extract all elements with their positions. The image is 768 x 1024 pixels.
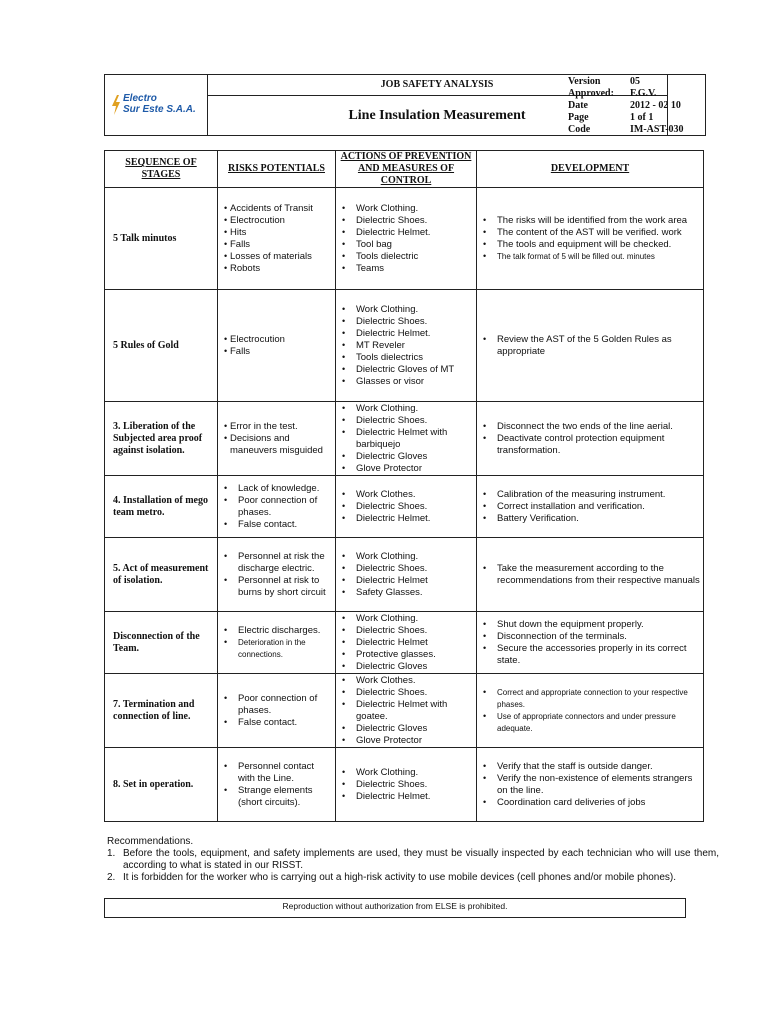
list-item: • Personnel at risk to burns by short circuit — [224, 575, 333, 599]
list-item: • Dielectric Helmet. — [342, 513, 474, 525]
table-row — [105, 612, 704, 674]
list-item: • Tool bag — [342, 239, 474, 251]
list-item: • Dielectric Helmet — [342, 637, 474, 649]
list-item: • Falls — [224, 239, 333, 251]
development-cell — [477, 748, 704, 822]
stage-cell: 5 Talk minutos — [105, 188, 218, 290]
development-cell — [477, 188, 704, 290]
meta-label: Page — [568, 112, 589, 123]
list-item: • Strange elements (short circuits). — [224, 785, 333, 809]
risks-cell — [218, 402, 336, 476]
list-item: • Shut down the equipment properly. — [483, 619, 701, 631]
list-item: • Dielectric Helmet. — [342, 328, 474, 340]
table-row — [105, 188, 704, 290]
development-cell — [477, 290, 704, 402]
meta-value: 1 of 1 — [630, 112, 654, 123]
list-item: • Poor connection of phases. — [224, 693, 333, 717]
company-name — [123, 93, 196, 115]
list-item: • Dielectric Gloves of MT — [342, 364, 474, 376]
col-header-actions: ACTIONS OF PREVENTION AND MEASURES OF CONTROL — [336, 151, 477, 188]
list-item: • False contact. — [224, 717, 333, 729]
list-item: • Work Clothing. — [342, 304, 474, 316]
list-item: • Correct and appropriate connection to your respective phases. — [483, 687, 701, 711]
list-item: • Deactivate control protection equipment transformation. — [483, 433, 701, 457]
development-cell — [477, 476, 704, 538]
list-item: • Dielectric Shoes. — [342, 779, 474, 791]
list-item: • Glove Protector — [342, 463, 474, 475]
list-item: • Coordination card deliveries of jobs — [483, 797, 701, 809]
list-item: • Work Clothing. — [342, 613, 474, 625]
list-item: • Verify that the staff is outside danger. — [483, 761, 701, 773]
logo-mark-icon — [111, 95, 121, 115]
actions-cell — [336, 290, 477, 402]
table-row — [105, 402, 704, 476]
recommendations — [107, 836, 719, 884]
list-item: • The tools and equipment will be checked. — [483, 239, 701, 251]
company-name-line2: Sur Este S.A.A. — [123, 104, 196, 115]
development-cell — [477, 538, 704, 612]
job-safety-table — [104, 150, 704, 822]
table-row — [105, 748, 704, 822]
list-item: • Review the AST of the 5 Golden Rules as appropriate — [483, 334, 701, 358]
col-header-risks: RISKS POTENTIALS — [218, 151, 336, 188]
list-item: • Dielectric Shoes. — [342, 625, 474, 637]
list-item: • Tools dielectrics — [342, 352, 474, 364]
list-item: • Dielectric Shoes. — [342, 316, 474, 328]
list-item: • MT Reveler — [342, 340, 474, 352]
recommendations-heading: Recommendations. — [107, 836, 194, 847]
actions-cell — [336, 674, 477, 748]
list-item: • Decisions and maneuvers misguided — [224, 433, 333, 457]
recommendation-item — [107, 872, 719, 884]
table-row — [105, 538, 704, 612]
list-item: • Glove Protector — [342, 735, 474, 747]
list-item: • Dielectric Shoes. — [342, 687, 474, 699]
recommendation-item — [107, 848, 719, 872]
list-item: • Disconnect the two ends of the line aerial. — [483, 421, 701, 433]
list-item: • Electric discharges. — [224, 625, 333, 637]
list-item: • Work Clothes. — [342, 489, 474, 501]
meta-value: 05 — [630, 76, 640, 87]
meta-value: IM-AST-030 — [630, 124, 684, 135]
list-item: • Personnel contact with the Line. — [224, 761, 333, 785]
risks-cell — [218, 674, 336, 748]
development-cell — [477, 674, 704, 748]
list-item: • Losses of materials — [224, 251, 333, 263]
list-item: • Protective glasses. — [342, 649, 474, 661]
document-title: Line Insulation Measurement — [348, 108, 526, 123]
stage-cell: Disconnection of the Team. — [105, 612, 218, 674]
list-item: • Dielectric Gloves — [342, 451, 474, 463]
list-item: • Dielectric Helmet with goatee. — [342, 699, 474, 723]
table-row — [105, 290, 704, 402]
col-header-stages: SEQUENCE OF STAGES — [105, 151, 218, 188]
list-item: • Work Clothing. — [342, 767, 474, 779]
list-item: • Robots — [224, 263, 333, 275]
list-item: • Personnel at risk the discharge electric. — [224, 551, 333, 575]
list-item: • Error in the test. — [224, 421, 333, 433]
recommendation-text: Before the tools, equipment, and safety implements are used, they must be visually inspected by each technician who will use them, according to what is stated in our RISST. — [123, 848, 719, 871]
company-name-line1: Electro — [123, 93, 157, 104]
list-item: • Dielectric Gloves — [342, 723, 474, 735]
list-item: • Electrocution — [224, 334, 333, 346]
company-logo — [111, 93, 203, 119]
list-item: • Dielectric Helmet. — [342, 791, 474, 803]
list-item: • Deterioration in the connections. — [224, 637, 333, 661]
list-item: • Lack of knowledge. — [224, 483, 333, 495]
stage-cell: 5 Rules of Gold — [105, 290, 218, 402]
recommendation-text: It is forbidden for the worker who is carrying out a high-risk activity to use mobile devices (cell phones and/or mobile phones). — [123, 872, 677, 883]
document-type: JOB SAFETY ANALYSIS — [207, 75, 667, 96]
list-item: • Glasses or visor — [342, 376, 474, 388]
stage-label: 5. Act of measurement of isolation. — [113, 562, 209, 586]
list-item: • Safety Glasses. — [342, 587, 474, 599]
actions-cell — [336, 188, 477, 290]
list-item: • The content of the AST will be verified. work — [483, 227, 701, 239]
stage-label: 7. Termination and connection of line. — [113, 698, 195, 722]
list-item: • Calibration of the measuring instrument. — [483, 489, 701, 501]
stage-cell — [105, 538, 218, 612]
list-item: • Electrocution — [224, 215, 333, 227]
meta-label: Code — [568, 124, 591, 135]
meta-value: F.G.V. — [630, 88, 657, 99]
table-row — [105, 674, 704, 748]
list-item: • Accidents of Transit — [224, 203, 333, 215]
meta-label: Version — [568, 76, 601, 87]
list-item: • False contact. — [224, 519, 333, 531]
logo-cell — [105, 75, 208, 135]
list-item: • Work Clothing. — [342, 551, 474, 563]
list-item: • Tools dielectric — [342, 251, 474, 263]
risks-cell — [218, 612, 336, 674]
list-item: • Use of appropriate connectors and under pressure adequate. — [483, 711, 701, 735]
list-item: • Dielectric Shoes. — [342, 563, 474, 575]
list-item: • Dielectric Gloves — [342, 661, 474, 673]
list-item: • Dielectric Helmet — [342, 575, 474, 587]
col-header-development: DEVELOPMENT — [477, 151, 704, 188]
list-item: • The risks will be identified from the work area — [483, 215, 701, 227]
list-item: • Work Clothing. — [342, 203, 474, 215]
stage-cell: 8. Set in operation. — [105, 748, 218, 822]
risks-cell — [218, 476, 336, 538]
stage-cell: 4. Installation of mego team metro. — [105, 476, 218, 538]
development-cell — [477, 612, 704, 674]
meta-label: Date — [568, 100, 588, 111]
list-item: • Work Clothing. — [342, 403, 474, 415]
list-item: • Dielectric Helmet with barbiquejo — [342, 427, 474, 451]
actions-cell — [336, 476, 477, 538]
list-item: • The talk format of 5 will be filled out. minutes — [483, 251, 701, 263]
list-item: • Secure the accessories properly in its correct state. — [483, 643, 701, 667]
recommendation-number: 1. — [107, 848, 116, 859]
list-item: • Correct installation and verification. — [483, 501, 701, 513]
table-row — [105, 476, 704, 538]
list-item: • Dielectric Helmet. — [342, 227, 474, 239]
list-item: • Battery Verification. — [483, 513, 701, 525]
list-item: • Disconnection of the terminals. — [483, 631, 701, 643]
meta-value: 2012 - 02 10 — [630, 100, 681, 111]
stage-cell — [105, 674, 218, 748]
list-item: • Hits — [224, 227, 333, 239]
list-item: • Verify the non-existence of elements strangers on the line. — [483, 773, 701, 797]
actions-cell — [336, 538, 477, 612]
development-cell — [477, 402, 704, 476]
list-item: • Poor connection of phases. — [224, 495, 333, 519]
stage-cell: 3. Liberation of the Subjected area proof against isolation. — [105, 402, 218, 476]
list-item: • Take the measurement according to the recommendations from their respective manuals — [483, 563, 701, 587]
actions-cell — [336, 612, 477, 674]
risks-cell — [218, 748, 336, 822]
list-item: • Dielectric Shoes. — [342, 415, 474, 427]
risks-cell — [218, 188, 336, 290]
actions-cell — [336, 748, 477, 822]
risks-cell — [218, 538, 336, 612]
meta-label: Approved: — [568, 88, 614, 99]
list-item: • Work Clothes. — [342, 675, 474, 687]
actions-cell — [336, 402, 477, 476]
list-item: • Falls — [224, 346, 333, 358]
list-item: • Dielectric Shoes. — [342, 501, 474, 513]
list-item: • Teams — [342, 263, 474, 275]
risks-cell — [218, 290, 336, 402]
table-header-row — [105, 151, 704, 188]
recommendation-number: 2. — [107, 872, 116, 883]
list-item: • Dielectric Shoes. — [342, 215, 474, 227]
document-header — [104, 74, 706, 136]
reproduction-notice: Reproduction without authorization from ELSE is prohibited. — [104, 898, 686, 918]
